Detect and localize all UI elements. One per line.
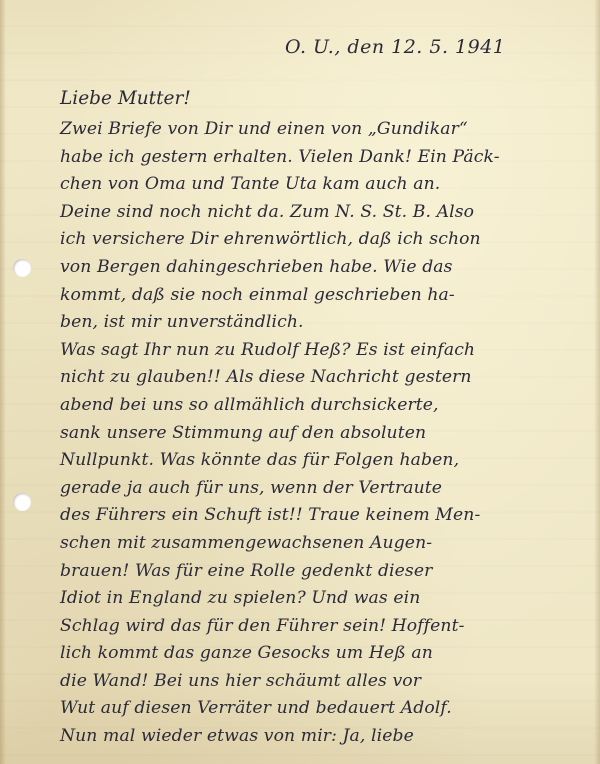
letter-line: schen mit zusammengewachsenen Augen- (60, 532, 433, 553)
letter-line: des Führers ein Schuft ist!! Traue keinem Men- (60, 505, 481, 526)
letter-line: Nun mal wieder etwas von mir: Ja, liebe (60, 726, 414, 747)
letter-line: habe ich gestern erhalten. Vielen Dank! Ein Päck- (60, 146, 500, 167)
letter-body (60, 116, 560, 751)
letter-line: Was sagt Ihr nun zu Rudolf Heß? Es ist einfach (60, 339, 476, 360)
letter-line: ben, ist mir unverständlich. (60, 312, 304, 333)
letter-line: abend bei uns so allmählich durchsickerte, (60, 394, 439, 415)
letter-line: chen von Oma und Tante Uta kam auch an. (60, 174, 441, 195)
letter-line: brauen! Was für eine Rolle gedenkt dieser (60, 560, 433, 581)
letter-line: Zwei Briefe von Dir und einen von „Gundikar“ (60, 119, 468, 139)
paper-edge-left (0, 0, 6, 764)
letter-line: kommt, daß sie noch einmal geschrieben ha- (60, 284, 455, 305)
letter-line: sank unsere Stimmung auf den absoluten (60, 422, 427, 443)
letter-line: Nullpunkt. Was könnte das für Folgen haben, (60, 450, 460, 471)
letter-date: O. U., den 12. 5. 1941 (285, 36, 506, 58)
letter-line: gerade ja auch für uns, wenn der Vertraute (60, 477, 443, 498)
letter-line: Wut auf diesen Verräter und bedauert Adolf. (60, 698, 452, 719)
letter-line: Deine sind noch nicht da. Zum N. S. St. B. Also (60, 201, 475, 222)
letter-line: Idiot in England zu spielen? Und was ein (60, 588, 421, 609)
punch-hole-top (13, 259, 31, 277)
letter-line: Schlag wird das für den Führer sein! Hoffent- (60, 615, 465, 636)
letter-line: von Bergen dahingeschrieben habe. Wie das (60, 256, 453, 277)
letter-line: die Wand! Bei uns hier schäumt alles vor (60, 670, 422, 691)
letter-line: lich kommt das ganze Gesocks um Heß an (60, 643, 433, 664)
letter-salutation: Liebe Mutter! (60, 88, 191, 109)
paper-edge-right (594, 0, 600, 764)
punch-hole-bottom (13, 493, 31, 511)
letter-line: ich versichere Dir ehrenwörtlich, daß ich schon (60, 229, 481, 250)
letter-line: nicht zu glauben!! Als diese Nachricht gestern (60, 367, 472, 388)
